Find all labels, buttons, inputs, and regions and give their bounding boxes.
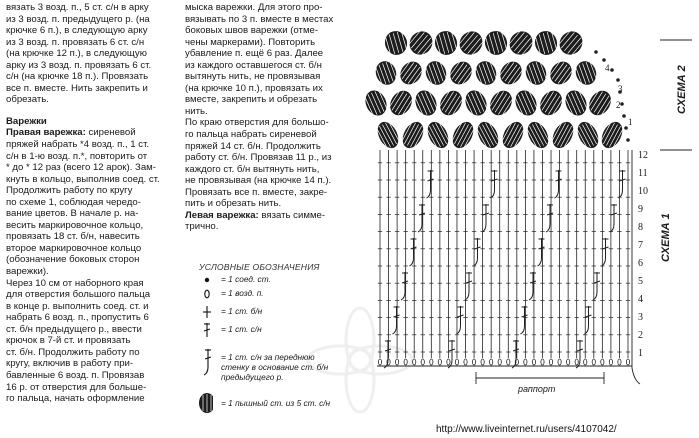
chain-loop xyxy=(541,359,544,365)
row-number: 3 xyxy=(638,312,643,323)
front-post-stitch xyxy=(529,272,533,300)
chain-loop xyxy=(584,359,587,365)
text-line: Провязать все п. вместе, закре- xyxy=(185,186,328,198)
text-line: крючок в 7-й ст. и провязать xyxy=(6,335,131,347)
text-line: кругу, включив в работу при- xyxy=(6,358,134,370)
chain-loop xyxy=(626,359,629,365)
puff-stitch xyxy=(473,118,502,151)
text-line: (на крючке 12 п.), в следующую xyxy=(6,48,147,60)
text-line: второе маркировочное кольцо xyxy=(6,242,142,254)
text-line: крючке 6 п.), в следующую арку xyxy=(6,25,148,37)
front-post-stitch xyxy=(401,272,405,300)
front-post-stitch xyxy=(384,340,388,368)
chain-loop xyxy=(430,359,433,365)
chain-loop xyxy=(413,359,416,365)
puff-stitch xyxy=(432,28,460,57)
puff-stitch xyxy=(512,87,541,119)
chain-loop xyxy=(490,359,493,365)
row-number: 9 xyxy=(638,204,643,215)
schema2-puff-stitches xyxy=(362,27,627,152)
text-line: вязать 3 возд. п., 5 ст. с/н в арку xyxy=(6,2,149,13)
front-post-stitch xyxy=(555,170,559,198)
puff-stitch xyxy=(548,118,577,151)
chain-loop xyxy=(575,359,578,365)
text-line: провязать 18 ст. б/н, навесить xyxy=(6,231,140,243)
row-number: 4 xyxy=(638,294,643,305)
text-line: по схеме 1, соблюдая чередо- xyxy=(6,196,141,208)
text-line: ст. б/н. Продолжить работу по xyxy=(6,346,140,358)
chain-loop xyxy=(421,359,424,365)
row-number: 6 xyxy=(638,258,643,269)
chain-loop xyxy=(567,359,570,365)
puff-stitch xyxy=(455,27,487,60)
front-post-stitch xyxy=(418,204,422,232)
puff-stitch xyxy=(562,87,591,119)
schema2-label: СХЕМА 2 xyxy=(676,65,688,114)
chain-loop xyxy=(507,359,510,365)
row-number: 1 xyxy=(628,117,633,127)
text-line: все п. вместе. Нить закрепить и xyxy=(6,82,148,94)
text-line: работу ст. б/н. Провязав 11 р., из xyxy=(185,152,332,164)
puff-stitch xyxy=(405,27,437,60)
row-number: 12 xyxy=(638,150,648,161)
text-line: вязывать по 3 п. вместе в местах xyxy=(185,13,334,25)
puff-stitch xyxy=(462,87,491,119)
row-number: 2 xyxy=(616,100,621,110)
chain-loop xyxy=(396,359,399,365)
left-mitten-text-cont: трично. xyxy=(185,221,219,233)
puff-stitch xyxy=(362,87,391,119)
puff-stitch xyxy=(522,58,549,87)
puff-stitch xyxy=(386,87,417,120)
puff-stitch xyxy=(505,27,537,60)
chain-loop xyxy=(472,359,475,365)
puff-stitch xyxy=(396,57,426,88)
puff-stitch xyxy=(412,87,441,119)
puff-stitch xyxy=(486,87,517,120)
puff-stitch xyxy=(482,28,510,57)
text-line: весить маркировочное кольцо, xyxy=(6,219,144,231)
puff-stitch xyxy=(523,118,552,151)
text-line: убавление п. ещё 6 раз. Далее xyxy=(185,48,324,60)
puff-stitch xyxy=(532,28,560,57)
right-mitten-title: Правая варежка: xyxy=(6,127,86,139)
puff-stitch xyxy=(597,118,626,151)
puff-stitch xyxy=(382,28,410,57)
legend-title: УСЛОВНЫЕ ОБОЗНАЧЕНИЯ xyxy=(199,262,320,272)
slip-stitch-dot xyxy=(610,68,614,72)
chain-loop xyxy=(464,359,467,365)
row-number: 1 xyxy=(638,348,643,359)
text-line: пряжей 14 ст. б/н. Продолжить xyxy=(185,140,321,152)
row-number: 11 xyxy=(638,168,648,179)
text-line: не провязывая (на крючке 14 п.). xyxy=(185,175,332,187)
puff-stitch xyxy=(423,118,452,151)
text-line: каждого ст. б/н вытянуть нить, xyxy=(185,163,320,175)
front-post-stitch xyxy=(410,238,414,266)
puff-stitch xyxy=(436,87,467,120)
text-line: ст. б/н предыдущего р., ввести xyxy=(6,323,142,335)
text-line: в конце р. выполнить соед. ст. и xyxy=(6,300,149,312)
chain-loop xyxy=(609,359,612,365)
slip-stitch-dot xyxy=(594,50,598,54)
text-line: (на крючке 10 п.), провязать их xyxy=(185,82,323,94)
text-line: пить и обрезать нить. xyxy=(185,198,282,210)
front-post-stitch xyxy=(538,238,542,266)
chain-loop xyxy=(524,359,527,365)
puff-stitch xyxy=(373,118,402,151)
text-line: го пальца набрать сиреневой xyxy=(185,129,317,141)
chain-loop xyxy=(558,359,561,365)
left-mitten-title: Левая варежка: xyxy=(185,209,259,221)
row-number: 4 xyxy=(605,63,610,73)
text-line: кнуть в кольцо, выполнив соед. ст. xyxy=(6,173,160,185)
row-number: 2 xyxy=(638,330,643,341)
puff-stitch xyxy=(572,58,599,87)
row-number: 5 xyxy=(638,276,643,287)
text-line: обрезать. xyxy=(6,94,49,106)
body-line: сиреневой xyxy=(88,127,136,139)
text-line: По краю отверстия для большо- xyxy=(185,117,329,129)
chain-loop xyxy=(498,359,501,365)
puff-stitch xyxy=(446,57,476,88)
text-line: Через 10 см от наборного края xyxy=(6,277,144,289)
chain-loop xyxy=(481,359,484,365)
chain-loop xyxy=(447,359,450,365)
text-line: 16 р. от отверстия для больше- xyxy=(6,381,147,393)
text-line: с/н в 1-ю возд. п.*, повторить от xyxy=(6,150,148,162)
text-line: боковых швов варежки (отме- xyxy=(185,25,319,37)
chain-loop xyxy=(592,359,595,365)
puff-stitch xyxy=(496,57,526,88)
puff-stitch xyxy=(398,118,427,151)
heading-mittens: Варежки xyxy=(6,115,47,127)
slip-stitch-dot xyxy=(626,138,630,142)
chain-loop xyxy=(378,359,381,365)
text-line: с/н (на крючке 18 п.). Провязать xyxy=(6,71,149,83)
source-url: http://www.liveinternet.ru/users/4107042/ xyxy=(436,424,617,435)
row-number: 3 xyxy=(618,84,623,94)
front-post-stitch xyxy=(546,204,550,232)
front-post-stitch xyxy=(521,306,525,334)
text-line: набрать 6 возд. п., пропустить 6 xyxy=(6,312,149,324)
front-post-stitch xyxy=(512,340,516,368)
text-line: Продолжить работу по кругу xyxy=(6,185,133,197)
rapport-label: раппорт xyxy=(518,384,556,394)
puff-stitch xyxy=(372,58,399,87)
puff-stitch xyxy=(448,118,477,151)
text-line: из каждого оставшегося ст. б/н xyxy=(185,59,322,71)
puff-stitch xyxy=(536,87,567,120)
text-line: нить. xyxy=(185,105,208,117)
row-number: 8 xyxy=(638,222,643,233)
chain-loop xyxy=(438,359,441,365)
chain-loop xyxy=(404,359,407,365)
chain-loop xyxy=(532,359,535,365)
text-line: мыска варежки. Для этого про- xyxy=(185,2,323,13)
front-post-stitch xyxy=(427,170,431,198)
text-line: пряжей набрать *4 возд. п., 1 ст. xyxy=(6,139,150,151)
text-line: (обозначение боковых сторон xyxy=(6,254,140,266)
schema1-stitch-grid xyxy=(378,150,630,365)
text-line: арку из 3 возд. п. провязать 6 ст. xyxy=(6,59,152,71)
chain-loop xyxy=(455,359,458,365)
slip-stitch-dot xyxy=(616,78,620,82)
puff-stitch xyxy=(585,87,616,120)
chain-loop xyxy=(618,359,621,365)
schema1-label: СХЕМА 1 xyxy=(660,213,672,262)
chain-loop xyxy=(549,359,552,365)
puff-stitch xyxy=(498,118,527,151)
text-line: чены маркерами). Повторить xyxy=(185,36,316,48)
puff-stitch xyxy=(422,58,449,87)
text-line: * до * 12 раз (всего 12 арок). Зам- xyxy=(6,162,156,174)
text-line: вместе, закрепить и обрезать xyxy=(185,94,318,106)
left-mitten-text: вязать симме- xyxy=(261,209,326,221)
puff-stitch xyxy=(546,57,576,88)
puff-stitch xyxy=(472,58,499,87)
slip-stitch-dot xyxy=(622,114,626,118)
text-line: из 3 возд. п. предыдущего р. (на xyxy=(6,13,150,25)
front-post-stitch xyxy=(393,306,397,334)
slip-stitch-dot xyxy=(602,58,606,62)
text-line: вытянуть нить, не провязывая xyxy=(185,71,321,83)
row-number: 10 xyxy=(638,186,648,197)
chain-loop xyxy=(601,359,604,365)
text-line: для отверстия большого пальца xyxy=(6,289,151,301)
text-line: варежки). xyxy=(6,266,49,278)
slip-stitch-dot xyxy=(620,102,624,106)
text-line: го пальца, начать оформление xyxy=(6,393,145,405)
text-line: из 3 возд. п. провязать 6 ст. с/н xyxy=(6,36,145,48)
text-line: бавленные 6 возд. п. Провязав xyxy=(6,369,145,381)
row-number: 7 xyxy=(638,240,643,251)
schema1-diagonal-stitches xyxy=(384,170,626,368)
puff-stitch xyxy=(555,27,587,60)
text-line: вание цветов. В начале р. на- xyxy=(6,208,139,220)
puff-stitch xyxy=(573,118,602,151)
